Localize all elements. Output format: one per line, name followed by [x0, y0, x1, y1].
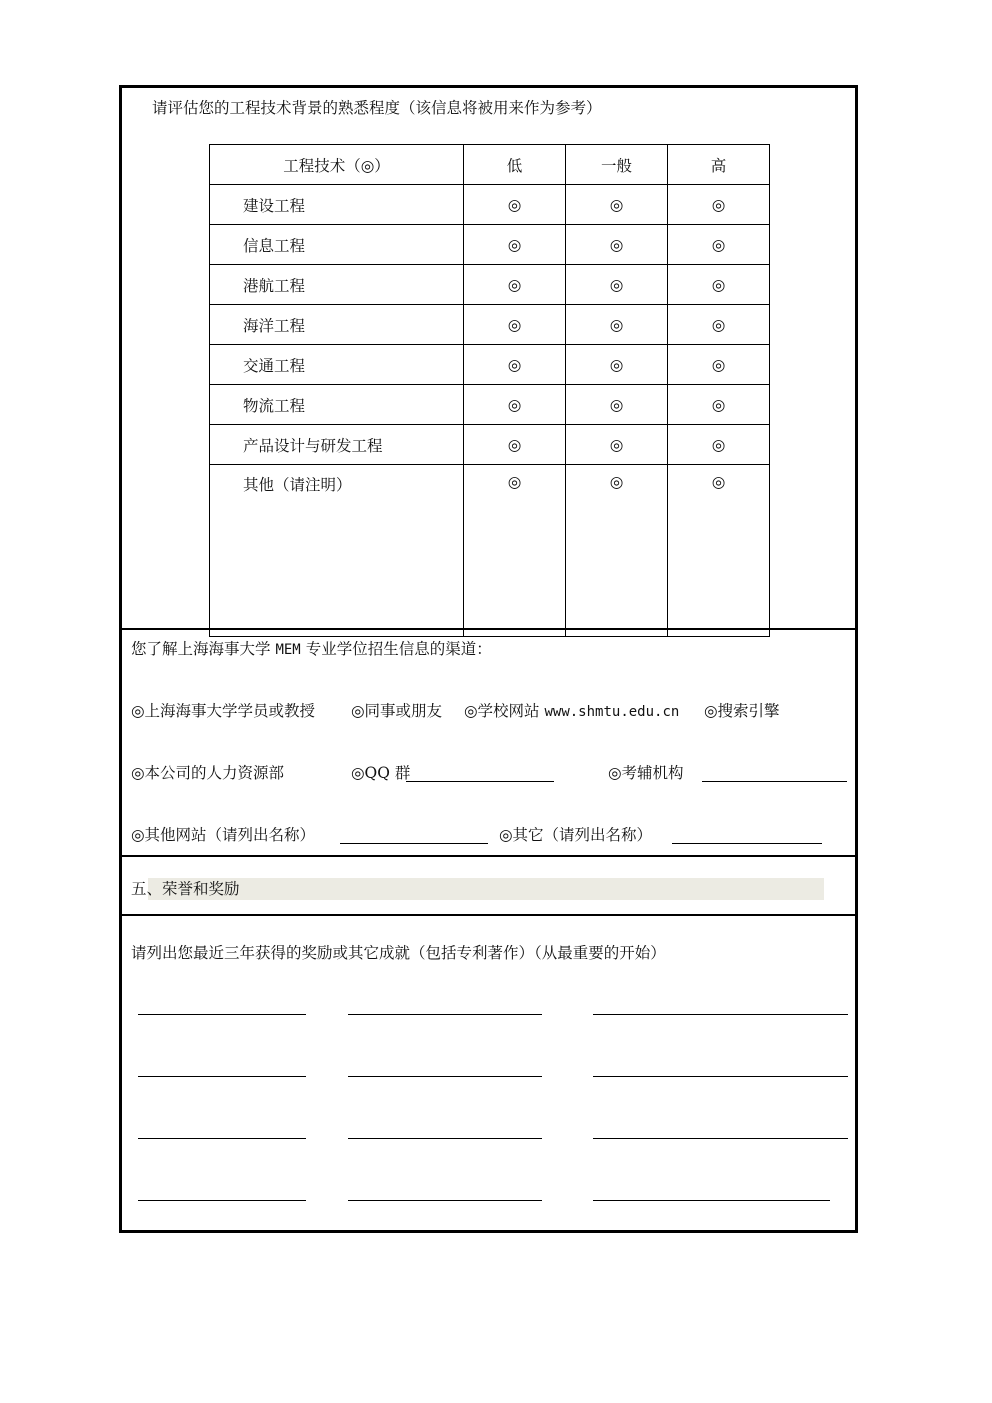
award-entry-line[interactable] — [348, 1200, 542, 1201]
section-banner — [148, 878, 824, 900]
website-label: ◎学校网站 — [464, 702, 540, 720]
radio-low[interactable]: ◎ — [464, 265, 566, 305]
section-divider — [122, 855, 855, 857]
channel-option-other-site[interactable]: ◎其他网站（请列出名称） — [131, 826, 316, 844]
radio-low[interactable]: ◎ — [464, 465, 566, 637]
row-label: 其他（请注明） — [210, 465, 464, 637]
row-label: 海洋工程 — [210, 305, 464, 345]
radio-high[interactable]: ◎ — [668, 385, 770, 425]
tech-familiarity-table — [209, 144, 770, 637]
award-entry-line[interactable] — [138, 1014, 306, 1015]
table-row — [210, 265, 770, 305]
radio-high[interactable]: ◎ — [668, 225, 770, 265]
radio-mid[interactable]: ◎ — [566, 465, 668, 637]
radio-low[interactable]: ◎ — [464, 225, 566, 265]
tutoring-fill-line[interactable] — [702, 781, 847, 782]
radio-high[interactable]: ◎ — [668, 425, 770, 465]
qq-fill-line[interactable] — [406, 781, 554, 782]
channel-option-tutoring[interactable]: ◎考辅机构 — [608, 764, 684, 782]
section-divider — [122, 914, 855, 916]
award-entry-line[interactable] — [593, 1200, 830, 1201]
award-entry-line[interactable] — [138, 1200, 306, 1201]
table-row — [210, 345, 770, 385]
radio-mid[interactable]: ◎ — [566, 265, 668, 305]
row-label: 信息工程 — [210, 225, 464, 265]
radio-low[interactable]: ◎ — [464, 385, 566, 425]
table-row — [210, 425, 770, 465]
table-row — [210, 385, 770, 425]
award-entry-line[interactable] — [348, 1076, 542, 1077]
table-row — [210, 225, 770, 265]
award-entry-line[interactable] — [348, 1138, 542, 1139]
award-entry-line[interactable] — [593, 1076, 848, 1077]
table-row — [210, 465, 770, 637]
section-divider — [122, 628, 855, 630]
channel-option-hr[interactable]: ◎本公司的人力资源部 — [131, 764, 285, 782]
website-url: www.shmtu.edu.cn — [544, 704, 680, 720]
header-tech: 工程技术（◎） — [210, 145, 464, 185]
table-header-row — [210, 145, 770, 185]
radio-high[interactable]: ◎ — [668, 305, 770, 345]
award-entry-line[interactable] — [593, 1014, 848, 1015]
awards-section-title: 五、荣誉和奖励 — [131, 880, 240, 898]
radio-high[interactable]: ◎ — [668, 265, 770, 305]
radio-mid[interactable]: ◎ — [566, 305, 668, 345]
row-label: 交通工程 — [210, 345, 464, 385]
radio-high[interactable]: ◎ — [668, 465, 770, 637]
mem-label: MEM — [275, 642, 301, 658]
row-label: 产品设计与研发工程 — [210, 425, 464, 465]
header-mid: 一般 — [566, 145, 668, 185]
channel-option-colleagues[interactable]: ◎同事或朋友 — [351, 702, 443, 720]
tech-prompt: 请评估您的工程技术背景的熟悉程度（该信息将被用来作为参考） — [152, 99, 602, 117]
radio-mid[interactable]: ◎ — [566, 185, 668, 225]
table-row — [210, 185, 770, 225]
other-fill-line[interactable] — [672, 843, 822, 844]
radio-low[interactable]: ◎ — [464, 185, 566, 225]
application-form — [119, 85, 858, 1233]
award-entry-line[interactable] — [593, 1138, 848, 1139]
radio-high[interactable]: ◎ — [668, 345, 770, 385]
radio-mid[interactable]: ◎ — [566, 225, 668, 265]
awards-prompt: 请列出您最近三年获得的奖励或其它成就（包括专利著作）（从最重要的开始） — [131, 944, 666, 962]
channel-option-qq[interactable]: ◎QQ 群 — [351, 764, 411, 782]
channel-option-website[interactable] — [464, 701, 679, 722]
header-high: 高 — [668, 145, 770, 185]
channel-option-students[interactable]: ◎上海海事大学学员或教授 — [131, 702, 316, 720]
row-label: 建设工程 — [210, 185, 464, 225]
table-row — [210, 305, 770, 345]
row-label: 物流工程 — [210, 385, 464, 425]
channel-option-other[interactable]: ◎其它（请列出名称） — [499, 826, 653, 844]
radio-mid[interactable]: ◎ — [566, 345, 668, 385]
award-entry-line[interactable] — [138, 1138, 306, 1139]
radio-low[interactable]: ◎ — [464, 305, 566, 345]
row-label: 港航工程 — [210, 265, 464, 305]
award-entry-line[interactable] — [348, 1014, 542, 1015]
channels-question-b: 专业学位招生信息的渠道： — [305, 640, 492, 658]
radio-high[interactable]: ◎ — [668, 185, 770, 225]
channels-question — [131, 639, 492, 660]
radio-mid[interactable]: ◎ — [566, 425, 668, 465]
radio-mid[interactable]: ◎ — [566, 385, 668, 425]
other-site-fill-line[interactable] — [340, 843, 488, 844]
award-entry-line[interactable] — [138, 1076, 306, 1077]
channels-question-a: 您了解上海海事大学 — [131, 640, 271, 658]
radio-low[interactable]: ◎ — [464, 345, 566, 385]
radio-low[interactable]: ◎ — [464, 425, 566, 465]
header-low: 低 — [464, 145, 566, 185]
channel-option-search[interactable]: ◎搜索引擎 — [704, 702, 780, 720]
